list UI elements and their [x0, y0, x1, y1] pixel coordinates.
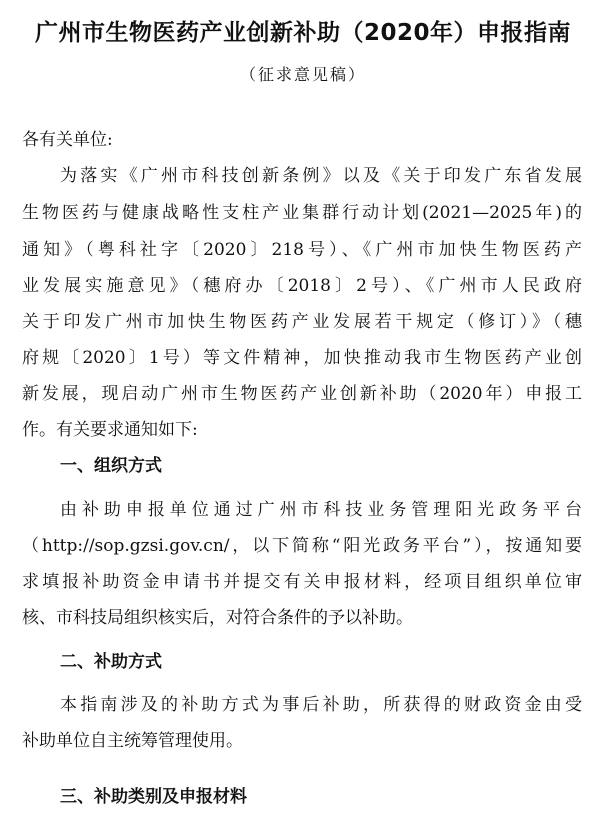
- section1-line: 求填报补助资金申请书并提交有关申报材料，经项目组织单位审: [22, 572, 582, 592]
- section1-line: 核、市科技局组织核实后，对符合条件的予以补助。: [22, 608, 413, 628]
- intro-line: 府规〔2020〕1号）等文件精神，加快推动我市生物医药产业创: [22, 348, 582, 368]
- document-title: 广州市生物医药产业创新补助（2020年）申报指南: [34, 20, 571, 46]
- section-heading-subsidy-categories: 三、补助类别及申报材料: [60, 787, 247, 807]
- intro-line: 生物医药与健康战略性支柱产业集群行动计划(2021—2025年)的: [22, 203, 582, 223]
- section2-line: 本指南涉及的补助方式为事后补助，所获得的财政资金由受: [60, 695, 582, 715]
- intro-line: 作。有关要求通知如下:: [22, 420, 198, 440]
- intro-line: 为落实《广州市科技创新条例》以及《关于印发广东省发展: [60, 166, 582, 186]
- section1-line: （http://sop.gzsi.gov.cn/，以下简称“阳光政务平台”），按通知要: [22, 536, 582, 556]
- intro-line: 业发展实施意见》（穗府办〔2018〕2号）、《广州市人民政府: [22, 276, 582, 296]
- section2-line: 补助单位自主统筹管理使用。: [22, 731, 243, 751]
- salutation: 各有关单位:: [22, 130, 113, 150]
- intro-line: 新发展，现启动广州市生物医药产业创新补助（2020年）申报工: [22, 384, 582, 404]
- section-heading-subsidy-method: 二、补助方式: [60, 652, 162, 672]
- section1-line: 由补助申报单位通过广州市科技业务管理阳光政务平台: [60, 500, 582, 520]
- document-subtitle: （征求意见稿）: [239, 65, 366, 84]
- intro-line: 通知》（粤科社字〔2020〕218号）、《广州市加快生物医药产: [22, 240, 582, 260]
- intro-line: 关于印发广州市加快生物医药产业发展若干规定（修订）》（穗: [22, 312, 582, 332]
- section-heading-organization: 一、组织方式: [60, 456, 162, 476]
